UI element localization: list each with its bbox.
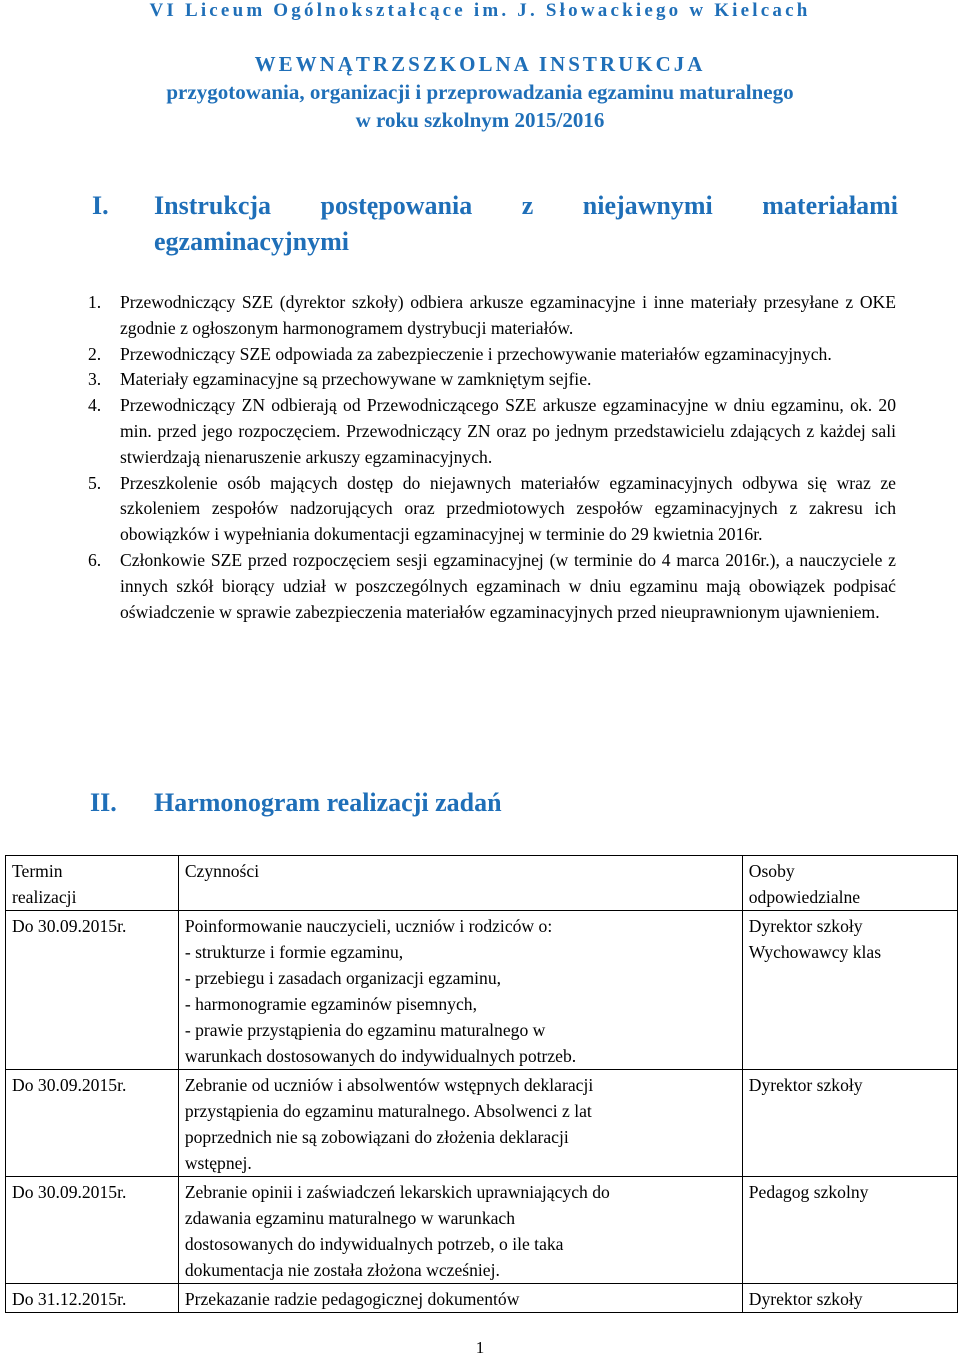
activity-line: Zebranie opinii i zaświadczeń lekarskich uprawniających do — [184, 1182, 610, 1202]
header-persons-line: odpowiedzialne — [748, 887, 861, 907]
section-1-title-word: Instrukcja — [154, 191, 272, 220]
activity-line: poprzednich nie są zobowiązani do złożenia deklaracji — [184, 1127, 569, 1147]
activity-line: dostosowanych do indywidualnych potrzeb, o ile taka — [184, 1234, 564, 1254]
person-line: Dyrektor szkoły — [748, 916, 863, 936]
person-line: Dyrektor szkoły — [748, 1289, 863, 1309]
title-line-2: przygotowania, organizacji i przeprowadzania egzaminu maturalnego — [166, 80, 794, 104]
activity-line: dokumentacja nie została złożona wcześniej. — [184, 1260, 500, 1280]
title-line-3: w roku szkolnym 2015/2016 — [355, 108, 605, 132]
activity-line: Przekazanie radzie pedagogicznej dokumentów — [184, 1289, 520, 1309]
section-1-title-word: postępowania — [320, 191, 473, 220]
list-item-number: 5. — [88, 472, 102, 493]
school-name: VI Liceum Ogólnokształcące im. J. Słowackiego w Kielcach — [149, 0, 811, 21]
cell-activity — [178, 911, 742, 1070]
activity-line: - strukturze i formie egzaminu, — [184, 942, 404, 962]
cell-activity — [178, 1284, 742, 1313]
section-1-title-line-1 — [154, 188, 898, 224]
activity-line: przystąpienia do egzaminu maturalnego. Absolwenci z lat — [184, 1101, 592, 1121]
table-header-row — [6, 856, 958, 911]
cell-term: Do 30.09.2015r. — [6, 1070, 179, 1177]
table-row — [6, 1177, 958, 1284]
header-activity — [178, 856, 742, 911]
header-persons-line: Osoby — [748, 861, 795, 881]
section-1-title-word: materiałami — [762, 191, 898, 220]
section-1-title-word: z — [521, 191, 534, 220]
cell-persons — [742, 1070, 957, 1177]
list-item — [88, 367, 896, 393]
list-item-number: 3. — [88, 369, 102, 390]
section-2-title: Harmonogram realizacji zadań — [154, 788, 502, 817]
cell-activity — [178, 1177, 742, 1284]
cell-persons — [742, 1177, 957, 1284]
section-2-number: II. — [90, 788, 117, 817]
activity-line: warunkach dostosowanych do indywidualnych potrzeb. — [184, 1046, 577, 1066]
list-item-text: Przewodniczący ZN odbierają od Przewodniczącego SZE arkusze egzaminacyjne w dniu egzaminu, ok. 20 min. przed jego rozpoczęciem. Przewodniczący ZN oraz po jednym przedstawicielu zdających z każdej sali stwierdzają nienaruszenie arkuszy egzaminacyjnych. — [120, 395, 896, 467]
cell-persons — [742, 1284, 957, 1313]
person-line: Pedagog szkolny — [748, 1182, 869, 1202]
section-1-title-word: niejawnymi — [582, 191, 713, 220]
list-item-text: Przewodniczący SZE odpowiada za zabezpieczenie i przechowywanie materiałów egzaminacyjnych. — [120, 343, 832, 364]
list-item-text: Członkowie SZE przed rozpoczęciem sesji egzaminacyjnej (w terminie do 4 marca 2016r.), a nauczyciele z innych szkół biorący udział w poszczególnych egzaminach w dniu egzaminu mają obowiązek podpisać oświadczenie w sprawie zabezpieczenia materiałów egzaminacyjnych przed nieuprawnionym ujawnieniem. — [120, 549, 896, 622]
instruction-list — [88, 290, 896, 625]
cell-term: Do 31.12.2015r. — [6, 1284, 179, 1313]
table-row — [6, 911, 958, 1070]
activity-line: Poinformowanie nauczycieli, uczniów i rodziców o: — [184, 916, 553, 936]
page-number: 1 — [475, 1338, 485, 1357]
person-line: Dyrektor szkoły — [748, 1075, 863, 1095]
activity-line: zdawania egzaminu maturalnego w warunkach — [184, 1208, 516, 1228]
document-title — [70, 50, 890, 134]
activity-line: - harmonogramie egzaminów pisemnych, — [184, 994, 477, 1014]
cell-activity — [178, 1070, 742, 1177]
list-item-number: 6. — [88, 549, 102, 570]
cell-term: Do 30.09.2015r. — [6, 911, 179, 1070]
list-item-text: Przewodniczący SZE (dyrektor szkoły) odbiera arkusze egzaminacyjne i inne materiały przesyłane z OKE zgodnie z ogłoszonym harmonogramem dystrybucji materiałów. — [120, 292, 896, 338]
header-term-line: realizacji — [12, 887, 77, 907]
list-item — [88, 393, 896, 470]
header-persons — [742, 856, 957, 911]
list-item — [88, 548, 896, 625]
header-term-line: Termin — [12, 861, 63, 881]
activity-line: wstępnej. — [184, 1153, 252, 1173]
schedule-table — [5, 855, 958, 1313]
list-item — [88, 290, 896, 342]
header-activity-line: Czynności — [184, 861, 260, 881]
header-term — [6, 856, 179, 911]
title-line-1: WEWNĄTRZSZKOLNA INSTRUKCJA — [254, 52, 706, 76]
person-line: Wychowawcy klas — [748, 942, 882, 962]
list-item-text: Przeszkolenie osób mających dostęp do niejawnych materiałów egzaminacyjnych odbywa się wraz ze szkoleniem zespołów nadzorujących oraz przedmiotowych zespołów egzaminacyjnych z zakresu ich obowiązków i wypełniania dokumentacji egzaminacyjnej w terminie do 29 kwietnia 2016r. — [120, 472, 896, 545]
list-item-number: 4. — [88, 395, 102, 416]
table-row — [6, 1284, 958, 1313]
list-item — [88, 342, 896, 368]
activity-line: - prawie przystąpienia do egzaminu maturalnego w — [184, 1020, 546, 1040]
list-item — [88, 471, 896, 548]
section-1-number: I. — [92, 191, 109, 220]
activity-line: Zebranie od uczniów i absolwentów wstępnych deklaracji — [184, 1075, 594, 1095]
table-row — [6, 1070, 958, 1177]
list-item-number: 2. — [88, 343, 102, 364]
cell-term: Do 30.09.2015r. — [6, 1177, 179, 1284]
section-1-title-line-2: egzaminacyjnymi — [154, 227, 349, 256]
cell-persons — [742, 911, 957, 1070]
list-item-number: 1. — [88, 292, 102, 312]
list-item-text: Materiały egzaminacyjne są przechowywane w zamkniętym sejfie. — [120, 369, 592, 390]
section-1-heading — [92, 188, 898, 260]
activity-line: - przebiegu i zasadach organizacji egzaminu, — [184, 968, 502, 988]
